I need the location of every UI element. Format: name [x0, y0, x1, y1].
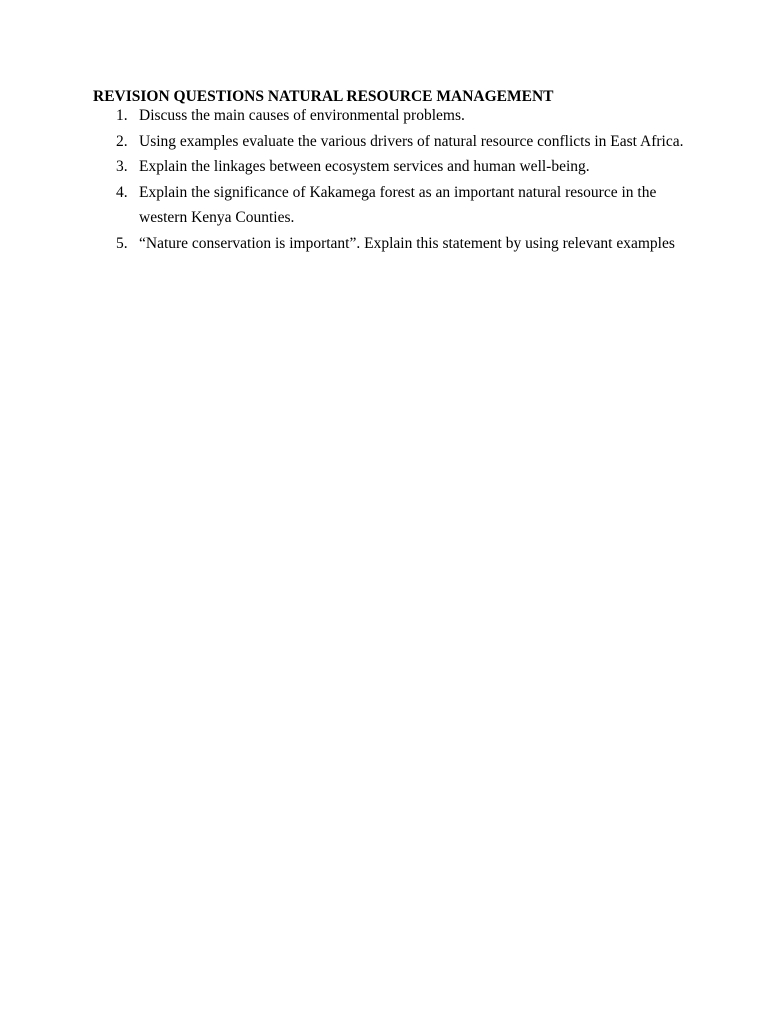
question-item-4: [93, 180, 693, 231]
question-number: 5.: [116, 234, 128, 252]
question-number: 3.: [116, 158, 128, 175]
question-number: 4.: [116, 183, 128, 201]
question-item-3: [93, 154, 693, 180]
question-item-5: [93, 231, 693, 257]
question-item-2: [93, 129, 693, 155]
question-item-1: [93, 103, 693, 129]
question-text: Using examples evaluate the various drivers of natural resource conflicts in East Africa.: [139, 132, 684, 150]
question-number: 2.: [116, 132, 128, 150]
question-list: [93, 103, 693, 256]
document-title: REVISION QUESTIONS NATURAL RESOURCE MANAGEMENT: [93, 88, 554, 105]
question-text: Explain the linkages between ecosystem services and human well-being.: [139, 158, 590, 175]
question-text: Explain the significance of Kakamega forest as an important natural resource in the western Kenya Counties.: [139, 183, 657, 226]
question-text: Discuss the main causes of environmental problems.: [139, 107, 465, 124]
question-number: 1.: [116, 107, 128, 124]
question-text: “Nature conservation is important”. Explain this statement by using relevant examples: [139, 234, 675, 252]
